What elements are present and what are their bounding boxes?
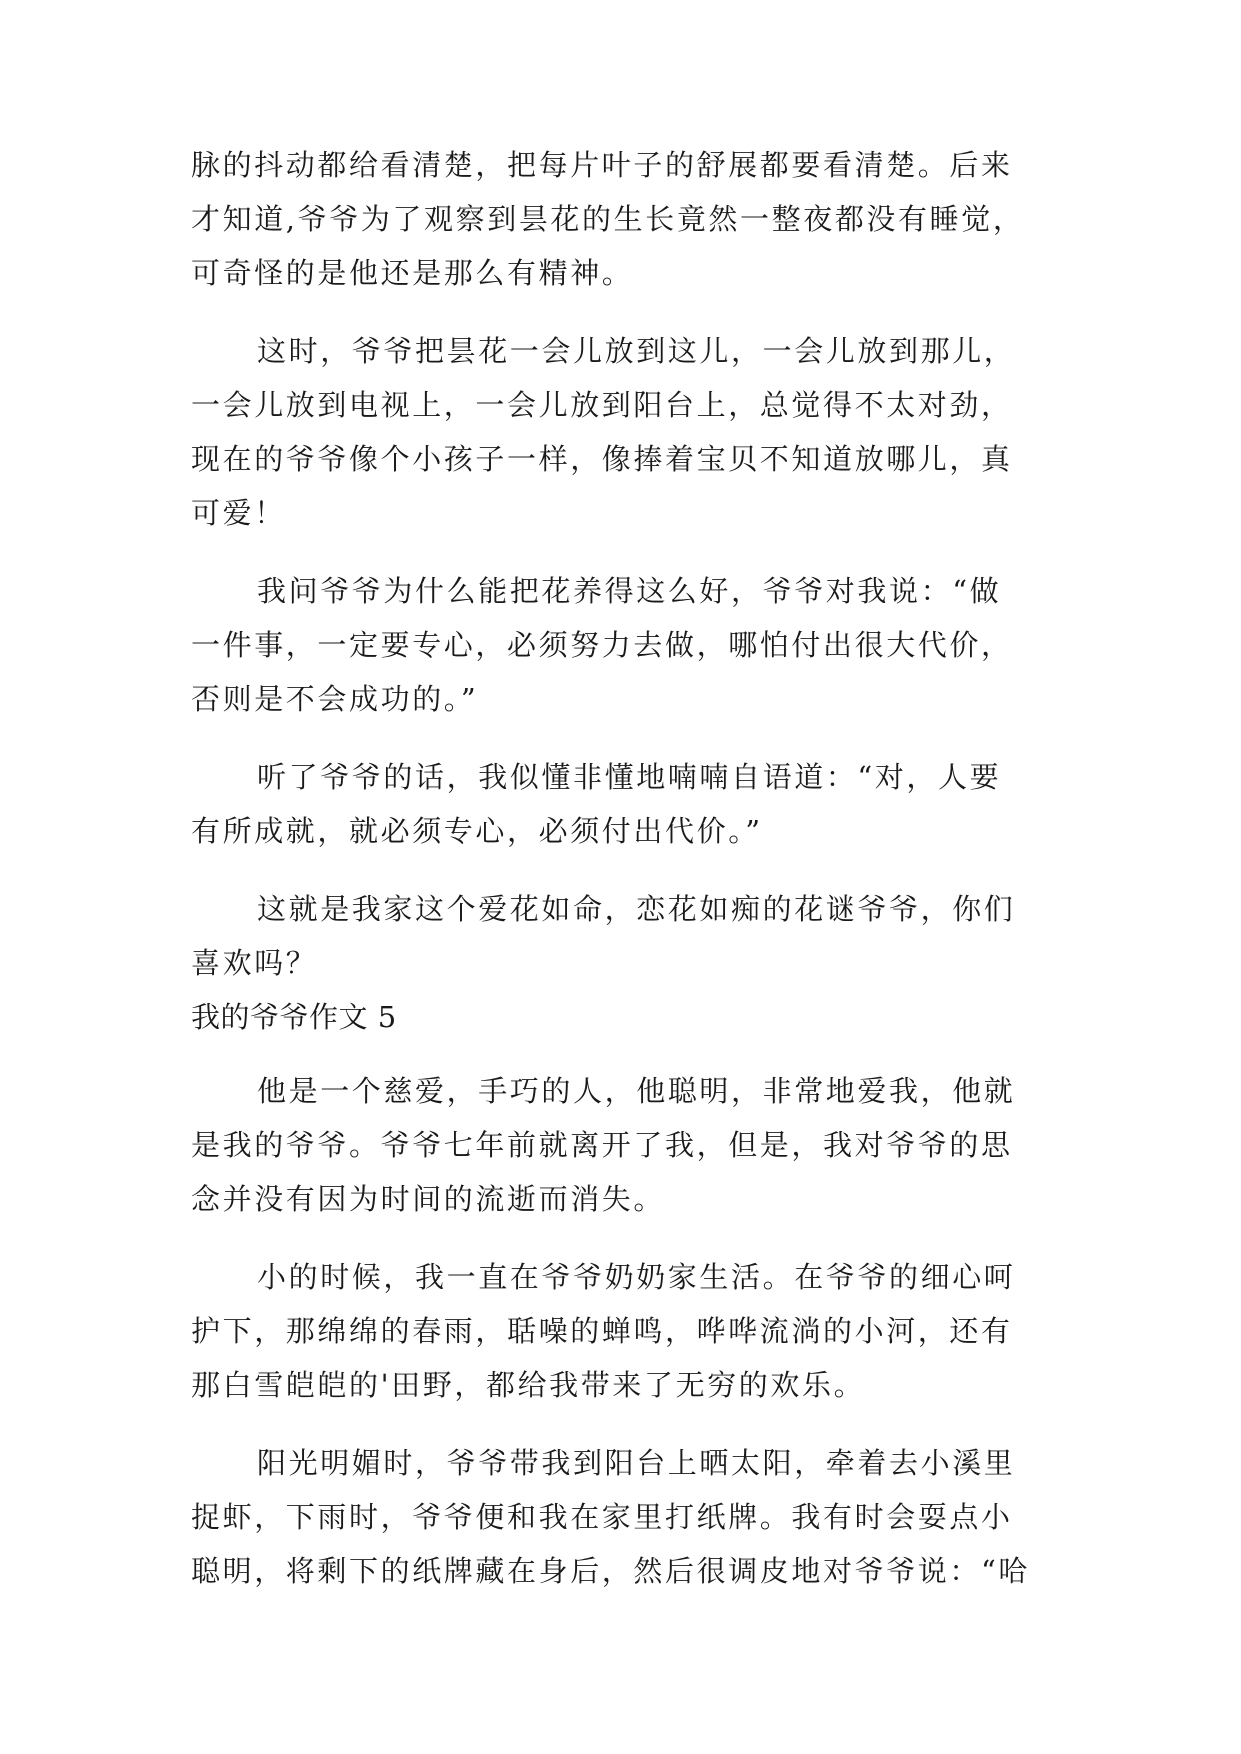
text-line: 念并没有因为时间的流逝而消失。 xyxy=(191,1182,666,1216)
text-line: 喜欢吗？ xyxy=(191,946,318,980)
paragraph-first-line: 阳光明媚时，爷爷带我到阳台上晒太阳，牵着去小溪里 xyxy=(257,1446,1016,1480)
text-line: 脉的抖动都给看清楚，把每片叶子的舒展都要看清楚。后来 xyxy=(191,148,1013,182)
text-line: 一会儿放到电视上，一会儿放到阳台上，总觉得不太对劲， xyxy=(191,388,1013,422)
paragraph-first-line: 这时，爷爷把昙花一会儿放到这儿，一会儿放到那儿， xyxy=(257,334,1016,368)
paragraph-first-line: 这就是我家这个爱花如命，恋花如痴的花谜爷爷，你们 xyxy=(257,892,1016,926)
text-line: 可爱！ xyxy=(191,496,286,530)
text-line: 才知道,爷爷为了观察到昙花的生长竟然一整夜都没有睡觉， xyxy=(191,202,1025,236)
paragraph-first-line: 听了爷爷的话，我似懂非懂地喃喃自语道：“对，人要 xyxy=(257,760,1002,794)
text-line: 一件事，一定要专心，必须努力去做，哪怕付出很大代价， xyxy=(191,628,1013,662)
text-line: 有所成就，就必须专心，必须付出代价。” xyxy=(191,814,763,848)
section-heading: 我的爷爷作文 5 xyxy=(191,1000,397,1034)
text-line: 聪明，将剩下的纸牌藏在身后，然后很调皮地对爷爷说：“哈 xyxy=(191,1554,1031,1588)
text-line: 是我的爷爷。爷爷七年前就离开了我，但是，我对爷爷的思 xyxy=(191,1128,1013,1162)
paragraph-first-line: 他是一个慈爱，手巧的人，他聪明，非常地爱我，他就 xyxy=(257,1074,1016,1108)
text-line: 否则是不会成功的。” xyxy=(191,682,479,716)
text-line: 那白雪皑皑的'田野，都给我带来了无穷的欢乐。 xyxy=(191,1368,866,1402)
text-line: 可奇怪的是他还是那么有精神。 xyxy=(191,256,634,290)
paragraph-first-line: 小的时候，我一直在爷爷奶奶家生活。在爷爷的细心呵 xyxy=(257,1260,1016,1294)
paragraph-first-line: 我问爷爷为什么能把花养得这么好，爷爷对我说：“做 xyxy=(257,574,1002,608)
text-line: 捉虾，下雨时，爷爷便和我在家里打纸牌。我有时会耍点小 xyxy=(191,1500,1013,1534)
text-line: 现在的爷爷像个小孩子一样，像捧着宝贝不知道放哪儿，真 xyxy=(191,442,1013,476)
text-line: 护下，那绵绵的春雨，聒噪的蝉鸣，哗哗流淌的小河，还有 xyxy=(191,1314,1013,1348)
